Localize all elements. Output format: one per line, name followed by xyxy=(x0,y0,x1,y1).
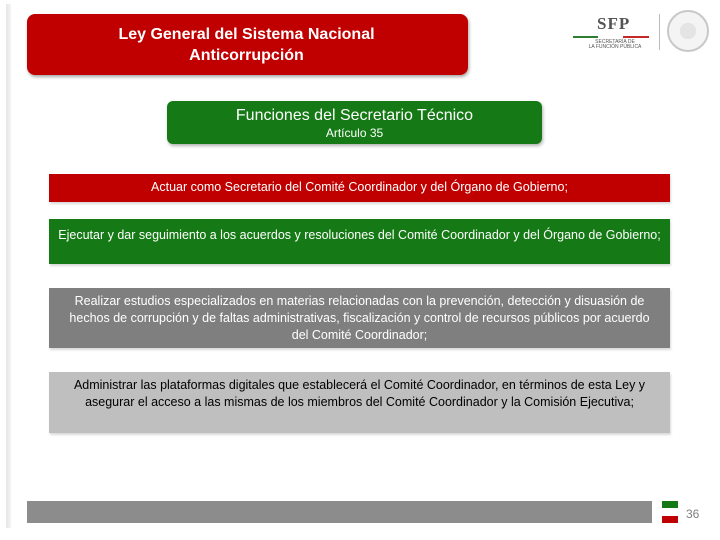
logo-divider xyxy=(659,14,660,50)
function-item-2: Ejecutar y dar seguimiento a los acuerdos y resoluciones del Comité Coordinador y del Órgano de Gobierno; xyxy=(49,219,670,264)
title-banner xyxy=(27,14,468,75)
section-subtitle: Artículo 35 xyxy=(325,126,384,140)
function-item-3: Realizar estudios especializados en materias relacionadas con la prevención, detección y disuasión de hechos de corrupción y de faltas administrativas, fiscalización y control de recursos públicos por acuerdo del Comité Coordinador; xyxy=(49,288,670,348)
sfp-subtitle: SECRETARÍA DE LA FUNCIÓN PÚBLICA xyxy=(588,39,642,50)
footer-bar xyxy=(27,501,652,523)
title-line-1: Ley General del Sistema Nacional xyxy=(118,26,375,43)
footer-flag-icon xyxy=(662,501,678,523)
sfp-acronym: SFP xyxy=(597,14,631,33)
section-header xyxy=(167,101,542,144)
section-title: Funciones del Secretario Técnico xyxy=(235,107,474,124)
sfp-logo xyxy=(570,14,710,56)
national-seal-icon xyxy=(667,10,709,52)
function-item-1: Actuar como Secretario del Comité Coordinador y del Órgano de Gobierno; xyxy=(49,174,670,202)
title-line-2: Anticorrupción xyxy=(189,47,304,64)
flag-stripe xyxy=(573,36,649,38)
left-decorative-rule xyxy=(6,4,11,528)
function-item-4: Administrar las plataformas digitales que establecerá el Comité Coordinador, en términos de esta Ley y asegurar el acceso a las mismas de los miembros del Comité Coordinador y la Comisión Ejecutiva; xyxy=(49,372,670,433)
page-number: 36 xyxy=(686,507,700,521)
